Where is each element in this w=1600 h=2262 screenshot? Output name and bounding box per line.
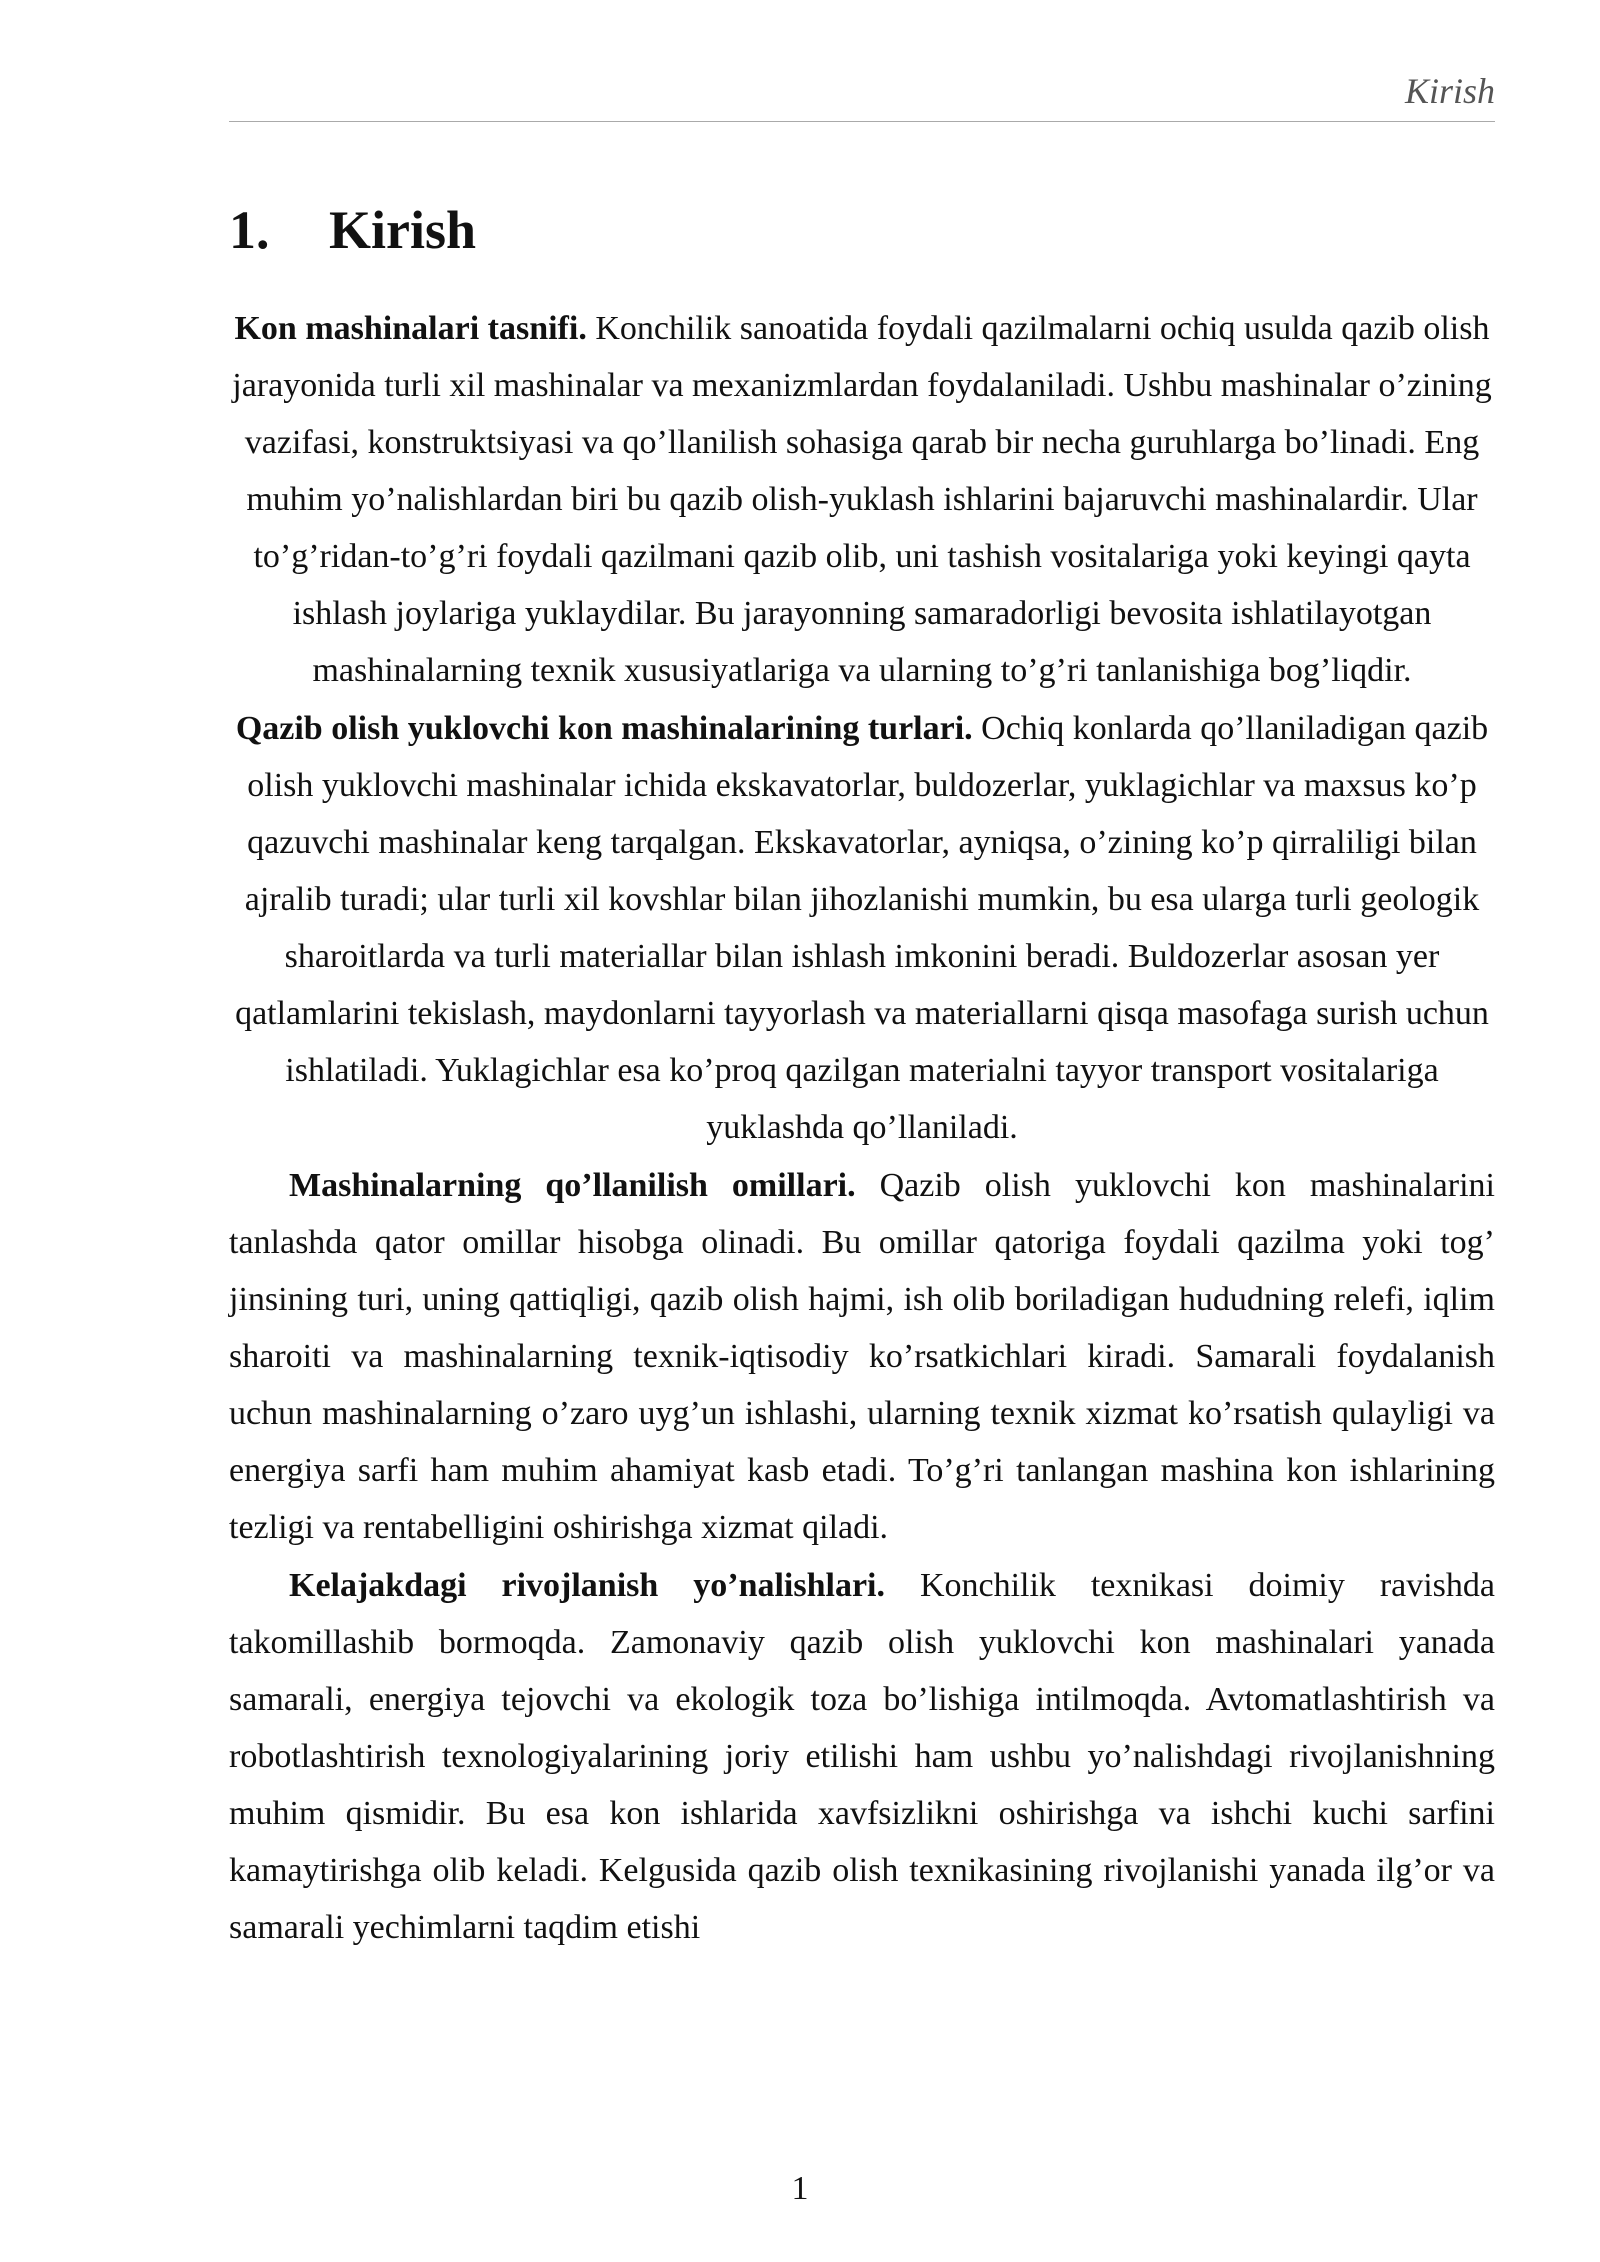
body-text [229,300,1495,1957]
running-header: Kirish [1404,71,1495,111]
header-rule [229,121,1495,122]
paragraph-heading: Mashinalarning qo’llanilish omillari. [289,1167,880,1204]
paragraph-classification [229,300,1495,699]
chapter-heading [229,190,476,270]
paragraph-text: Konchilik texnikasi doimiy ravishda takomillashib bormoqda. Zamonaviy qazib olish yuklovchi kon mashinalari yanada samarali, energiya tejovchi va ekologik toza bo’lishiga intilmoqda. Avtomatlashtirish va robotlashtirish texnologiyalarining joriy etilishi ham ushbu yo’nalishdagi rivojlanishning muhim qismidir. Bu esa kon ishlarida xavfsizlikni oshirishga va ishchi kuchi sarfini kamaytirishga olib keladi. Kelgusida qazib olish texnikasining rivojlanishi yanada ilg’or va samarali yechimlarni taqdim etishi [229,1567,1495,1946]
paragraph-heading: Qazib olish yuklovchi kon mashinalarining turlari. [235,710,982,747]
paragraph-usage-factors [229,1157,1495,1556]
paragraph-heading: Kelajakdagi rivojlanish yo’nalishlari. [289,1567,920,1604]
paragraph-text: Qazib olish yuklovchi kon mashinalarini tanlashda qator omillar hisobga olinadi. Bu omillar qatoriga foydali qazilma yoki tog’ jinsining turi, uning qattiqligi, qazib olish hajmi, ish olib boriladigan hududning relefi, iqlim sharoiti va mashinalarning texnik-iqtisodiy ko’rsatkichlari kiradi. Samarali foydalanish uchun mashinalarning o’zaro uyg’un ishlashi, ularning texnik xizmat ko’rsatish qulayligi va energiya sarfi ham muhim ahamiyat kasb etadi. To’g’ri tanlangan mashina kon ishlarining tezligi va rentabelligini oshirishga xizmat qiladi. [229,1167,1495,1546]
chapter-number: 1. [229,200,270,260]
paragraph-machine-types [229,700,1495,1156]
paragraph-heading: Kon mashinalari tasnifi. [234,310,596,347]
paragraph-future-directions [229,1557,1495,1956]
paragraph-text: Ochiq konlarda qo’llaniladigan qazib olish yuklovchi mashinalar ichida ekskavatorlar, buldozerlar, yuklagichlar va maxsus ko’p qazuvchi mashinalar keng tarqalgan. Ekskavatorlar, ayniqsa, o’zining ko’p qirraliligi bilan ajralib turadi; ular turli xil kovshlar bilan jihozlanishi mumkin, bu esa ularga turli geologik sharoitlarda va turli materiallar bilan ishlash imkonini beradi. Buldozerlar asosan yer qatlamlarini tekislash, maydonlarni tayyorlash va materiallarni qisqa masofaga surish uchun ishlatiladi. Yuklagichlar esa ko’proq qazilgan materialni tayyor transport vositalariga yuklashda qo’llaniladi. [235,710,1489,1146]
page-number: 1 [791,2170,809,2207]
paragraph-text: Konchilik sanoatida foydali qazilmalarni ochiq usulda qazib olish jarayonida turli xil mashinalar va mexanizmlardan foydalaniladi. Ushbu mashinalar o’zining vazifasi, konstruktsiyasi va qo’llanilish sohasiga qarab bir necha guruhlarga bo’linadi. Eng muhim yo’nalishlardan biri bu qazib olish-yuklash ishlarini bajaruvchi mashinalardir. Ular to’g’ridan-to’g’ri foydali qazilmani qazib olib, uni tashish vositalariga yoki keyingi qayta ishlash joylariga yuklaydilar. Bu jarayonning samaradorligi bevosita ishlatilayotgan mashinalarning texnik xususiyatlariga va ularning to’g’ri tanlanishiga bog’liqdir. [232,310,1492,689]
chapter-title: Kirish [329,200,477,260]
